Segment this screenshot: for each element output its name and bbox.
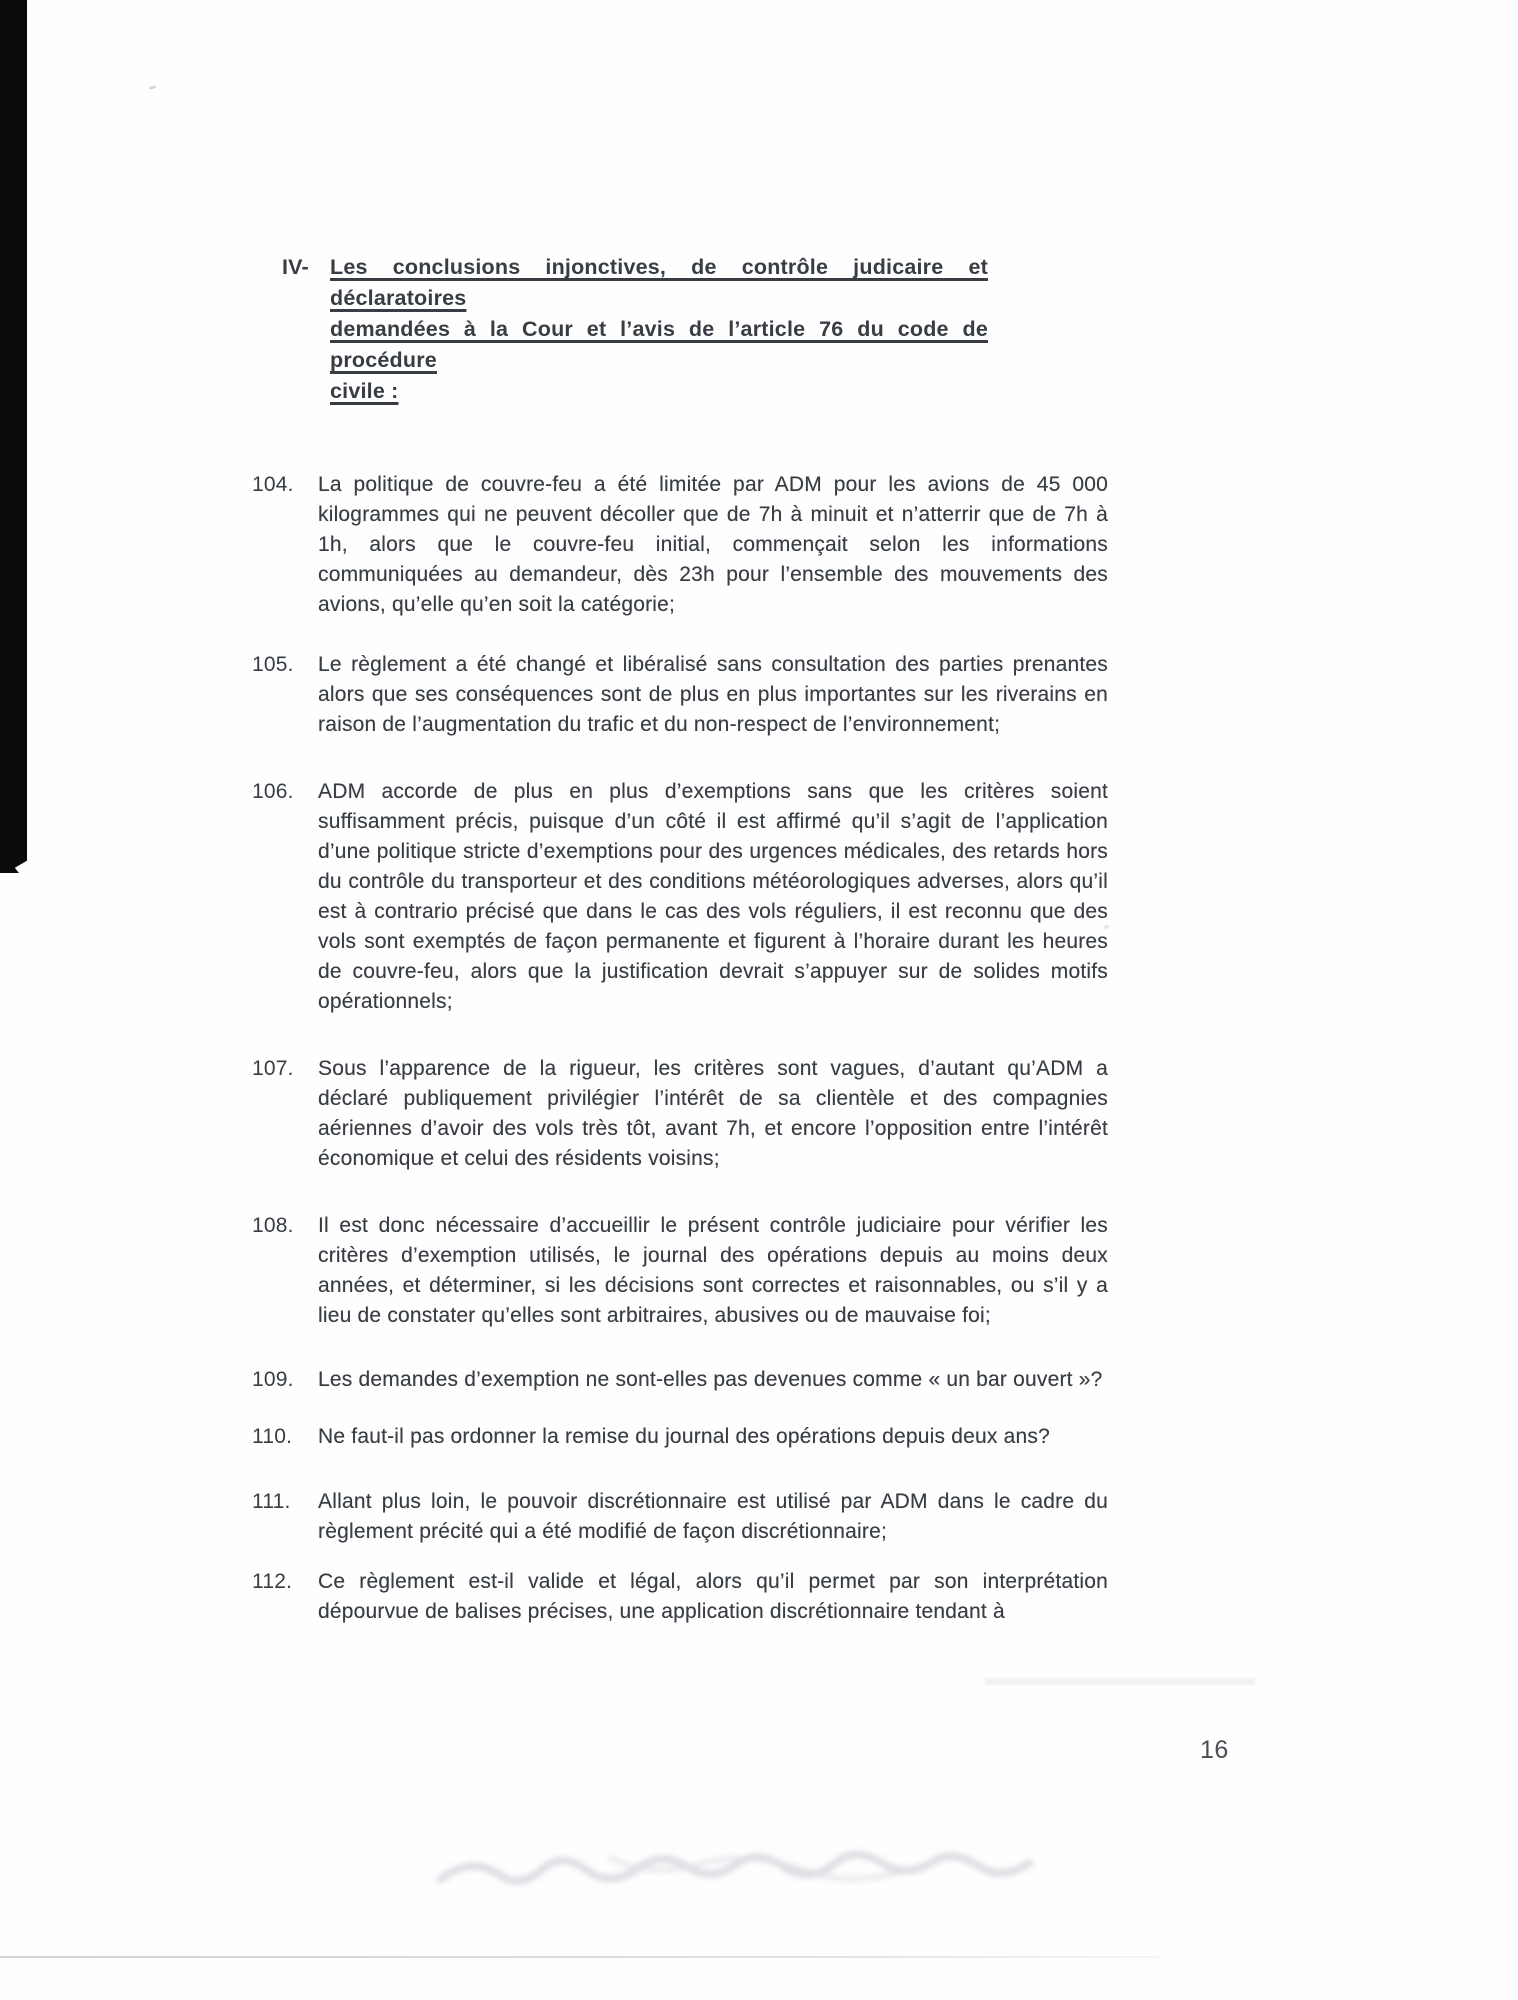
scan-artifact-faint-line: [0, 1956, 1162, 1958]
paragraph-text: Les demandes d’exemption ne sont-elles pas devenues comme « un bar ouvert »?: [318, 1368, 1103, 1391]
paragraph-text: Il est donc nécessaire d’accueillir le présent contrôle judiciaire pour vérifier les critères d’exemption utilisés, le journal des opérations depuis au moins deux années, et déterminer, si les décisions sont correctes et raisonnables, ou s’il y a lieu de constater qu’elles sont arbitraires, abusives ou de mauvaise foi;: [318, 1214, 1108, 1327]
paragraph-108: [252, 1211, 1518, 1331]
paragraph-106: [252, 777, 1518, 1017]
paragraph-104: [252, 470, 1518, 620]
paragraph-text: Le règlement a été changé et libéralisé sans consultation des parties prenantes alors que ses conséquences sont de plus en plus importantes sur les riverains en raison de l’augmentation du trafic et du non-respect de l’environnement;: [318, 653, 1108, 736]
paragraph-number: 111.: [252, 1490, 291, 1513]
section-number: IV-: [282, 255, 309, 279]
scan-smudge: [985, 1678, 1255, 1685]
section-title: [330, 252, 988, 407]
paragraph-text: Ce règlement est-il valide et légal, alors qu’il permet par son interprétation dépourvue de balises précises, une application discrétionnaire tendant à: [318, 1570, 1108, 1623]
paragraph-text: Ne faut-il pas ordonner la remise du journal des opérations depuis deux ans?: [318, 1425, 1050, 1448]
bleed-through-artifact: [430, 1840, 1070, 1910]
paragraph-text: Allant plus loin, le pouvoir discrétionnaire est utilisé par ADM dans le cadre du règlement précité qui a été modifié de façon discrétionnaire;: [318, 1490, 1108, 1543]
paragraph-number: 112.: [252, 1570, 293, 1593]
section-title-line: Les conclusions injonctives, de contrôle judicaire et déclaratoires: [330, 255, 988, 310]
paragraph-number: 108.: [252, 1214, 294, 1237]
paragraph-112: [252, 1567, 1518, 1627]
paragraph-text: Sous l’apparence de la rigueur, les critères sont vagues, d’autant qu’ADM a déclaré publiquement privilégier l’intérêt de sa clientèle et des compagnies aériennes d’avoir des vols très tôt, avant 7h, et encore l’opposition entre l’intérêt économique et celui des résidents voisins;: [318, 1057, 1108, 1170]
paragraph-number: 106.: [252, 780, 294, 803]
page-number: 16: [1200, 1736, 1229, 1764]
section-title-line: demandées à la Cour et l’avis de l’article 76 du code de procédure: [330, 317, 988, 372]
section-title-line: civile :: [330, 379, 399, 403]
paragraph-text: ADM accorde de plus en plus d’exemptions sans que les critères soient suffisamment précis, puisque d’un côté il est affirmé qu’il s’agit de l’application d’une politique stricte d’exemptions pour des urgences médicales, des retards hors du contrôle du transporteur et des conditions météorologiques adverses, alors qu’il est à contrario précisé que dans le cas des vols réguliers, il est reconnu que des vols sont exemptés de façon permanente et figurent à l’horaire durant les heures de couvre-feu, alors que la justification devrait s’appuyer sur de solides motifs opérationnels;: [318, 780, 1108, 1013]
paragraph-110: [252, 1422, 1518, 1452]
paragraph-109: [252, 1365, 1518, 1395]
paragraph-text: La politique de couvre-feu a été limitée par ADM pour les avions de 45 000 kilogrammes qui ne peuvent décoller que de 7h à minuit et n’atterrir que de 7h à 1h, alors que le couvre-feu initial, commençait selon les informations communiquées au demandeur, dès 23h pour l’ensemble des mouvements des avions, qu’elle qu’en soit la catégorie;: [318, 473, 1108, 616]
paragraph-number: 110.: [252, 1425, 293, 1448]
section-heading: [282, 252, 1518, 407]
paragraph-number: 109.: [252, 1368, 294, 1391]
paragraph-111: [252, 1487, 1518, 1547]
paragraph-105: [252, 650, 1518, 740]
paragraph-number: 104.: [252, 473, 294, 496]
paragraph-107: [252, 1054, 1518, 1174]
paragraph-number: 107.: [252, 1057, 294, 1080]
paragraph-number: 105.: [252, 653, 294, 676]
